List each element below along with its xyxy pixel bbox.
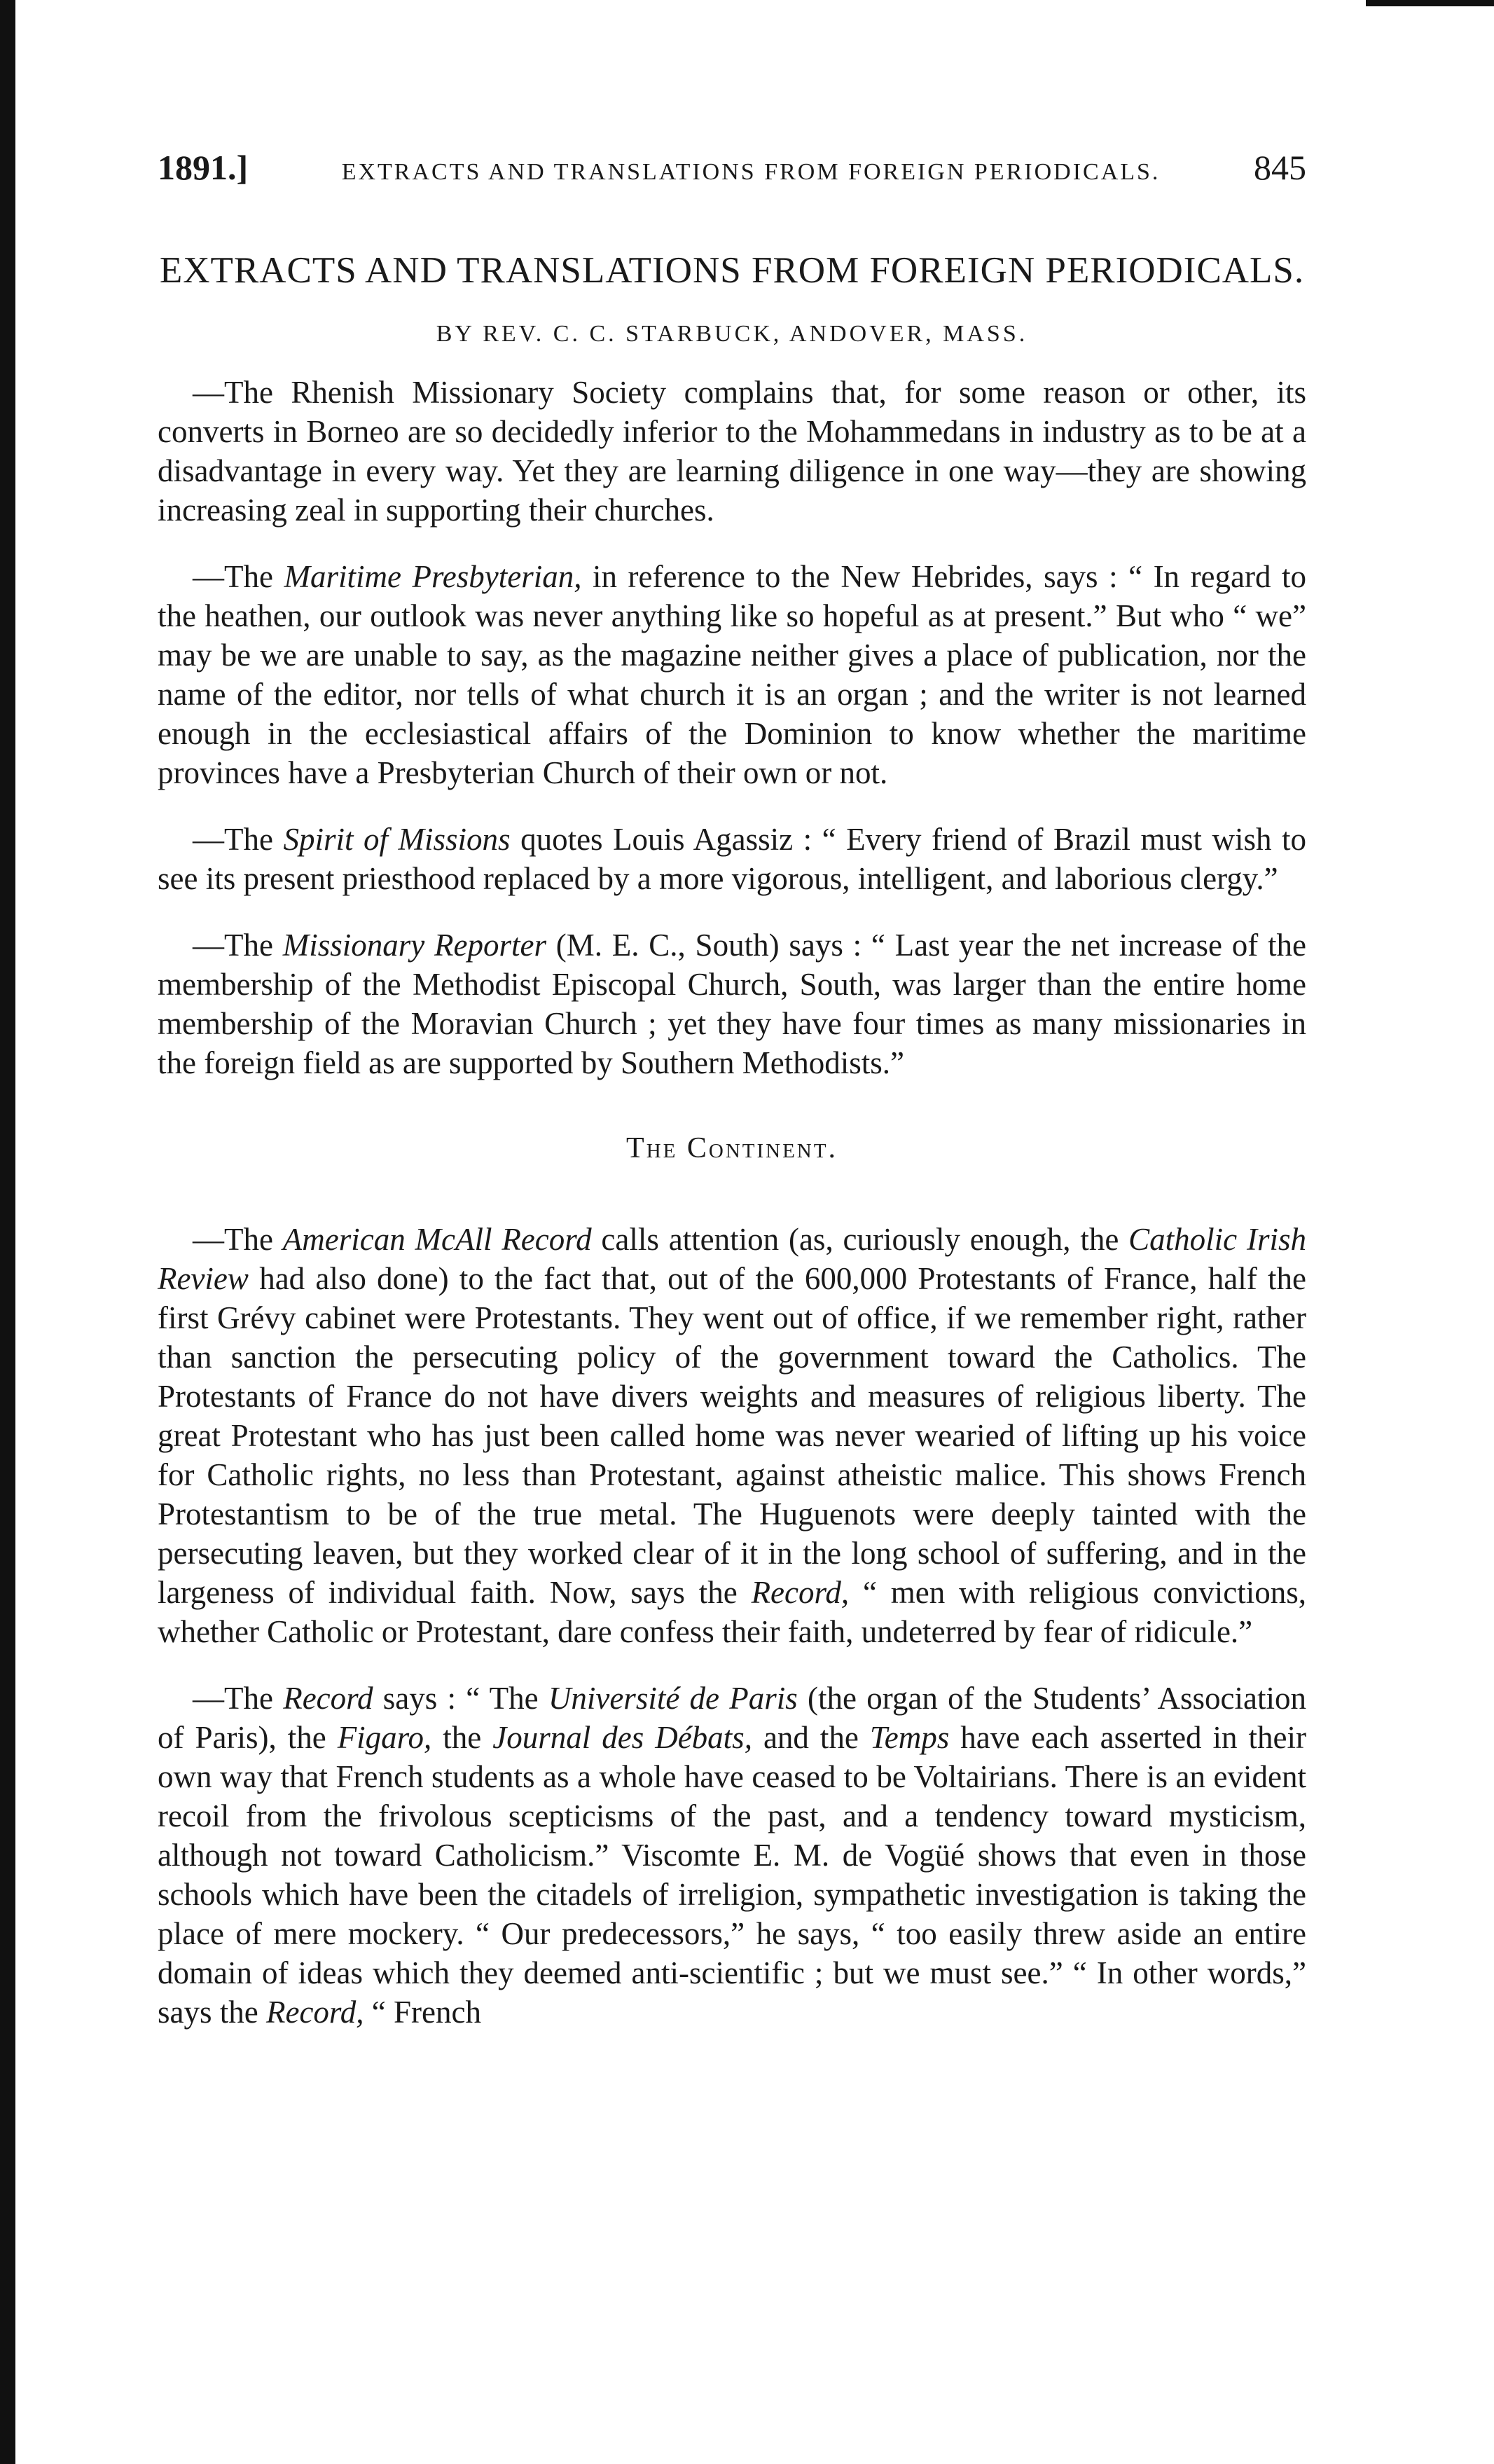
paragraph-text: “ men with religious convictions, whether Catholic or Protestant, dare confess their faith, undeterred by fear of ridicule.” bbox=[158, 1575, 1306, 1649]
paragraph-text: (M. E. C., South) says : “ Last year the net increase of the membership of the Methodist Episcopal Church, South, was larger than the entire home membership of the Moravian Church ; yet they have four times as many missionaries in the foreign field as are supported by Southern Methodists.” bbox=[158, 928, 1306, 1080]
paragraph-text: had also done) to the fact that, out of the 600,000 Protestants of France, half the first Grévy cabinet were Protestants. They went out of office, if we remember right, rather than sanction the persecuting policy of the government toward the Catholics. The Protestants of France do not have divers weights and measures of religious liberty. The great Protestant who has just been called home was never wearied of lifting up his voice for Catholic rights, no less than Protestant, against atheistic malice. This shows French Protestantism to be of the true metal. The Huguenots were deeply tainted with the persecuting leaven, but they worked clear of it in the long school of suffering, and in the largeness of individual faith. Now, says the bbox=[158, 1261, 1306, 1610]
paragraph-text: have each asserted in their own way that French students as a whole have ceased to be Voltairians. There is an evident recoil from the frivolous scepticisms of the past, and a tendency toward mysticism, although not toward Catholicism.” Viscomte E. M. de Vogüé shows that even in those schools which have been the citadels of irreligion, sympathetic investigation is taking the place of mere mockery. “ Our predecessors,” he says, “ too easily threw aside an entire domain of ideas which they deemed anti-scientific ; but we must see.” “ In other words,” says the bbox=[158, 1720, 1307, 2030]
article-title: EXTRACTS AND TRANSLATIONS FROM FOREIGN PERIODICALS. bbox=[159, 250, 1305, 291]
periodical-title: Journal des Débats, bbox=[492, 1720, 752, 1755]
paragraph-text: —The bbox=[193, 822, 284, 857]
paragraph-text: and the bbox=[752, 1720, 870, 1755]
paragraph-text: —The bbox=[193, 1681, 284, 1716]
paragraph-text: (the organ of the Students’ Association of Paris), the bbox=[158, 1681, 1306, 1755]
paragraph-maritime-presbyterian bbox=[158, 557, 1306, 792]
paragraph-mcall-record bbox=[158, 1220, 1306, 1651]
paragraph-text: —The bbox=[193, 559, 284, 594]
running-head bbox=[158, 147, 1306, 188]
paragraph-rhenish-society bbox=[158, 373, 1306, 530]
section-heading: The Continent. bbox=[626, 1132, 838, 1164]
periodical-title: Record, bbox=[751, 1575, 850, 1610]
periodical-title: Record, bbox=[265, 1995, 364, 2030]
periodical-title: Catholic Irish Review bbox=[158, 1222, 1306, 1296]
byline: BY REV. C. C. STARBUCK, ANDOVER, MASS. bbox=[436, 321, 1028, 347]
page-number: 845 bbox=[1253, 148, 1306, 187]
paragraph-text: “ French bbox=[364, 1995, 481, 2030]
paragraph-text: —The bbox=[193, 1222, 283, 1257]
periodical-title: Temps bbox=[869, 1720, 950, 1755]
running-head-title: EXTRACTS AND TRANSLATIONS FROM FOREIGN PERIODICALS. bbox=[341, 159, 1161, 185]
binding-edge bbox=[0, 0, 15, 2464]
paragraph-text: calls attention (as, curiously enough, the bbox=[591, 1222, 1129, 1257]
paragraph-spirit-of-missions bbox=[158, 820, 1306, 898]
paragraph-text: —The Rhenish Missionary Society complains that, for some reason or other, its converts in Borneo are so decidedly inferior to the Mohammedans in industry as to be at a disadvantage in every way. Yet they are learning diligence in one way—they are showing increasing zeal in supporting their churches. bbox=[158, 375, 1306, 528]
periodical-title: Spirit of Missions bbox=[283, 822, 511, 857]
paragraph-text: the bbox=[431, 1720, 493, 1755]
periodical-title: Missionary Reporter bbox=[282, 928, 546, 963]
paragraph-text: says : “ The bbox=[373, 1681, 548, 1716]
periodical-title: Maritime Presbyterian, bbox=[284, 559, 582, 594]
top-rule bbox=[1366, 0, 1494, 6]
page bbox=[158, 147, 1306, 2059]
paragraph-missionary-reporter bbox=[158, 925, 1306, 1082]
paragraph-text: quotes Louis Agassiz : “ Every friend of Brazil must wish to see its present priesthood replaced by a more vigorous, intelligent, and laborious clergy.” bbox=[158, 822, 1306, 896]
periodical-title: Record bbox=[283, 1681, 373, 1716]
paragraph-text: in reference to the New Hebrides, says : “ In regard to the heathen, our outlook was never anything like so hopeful as at present.” But who “ we” may be we are unable to say, as the magazine neither gives a place of publication, nor the name of the editor, nor tells of what church it is an organ ; and the writer is not learned enough in the ecclesiastical affairs of the Dominion to know whether the maritime provinces have a Presbyterian Church of their own or not. bbox=[158, 559, 1307, 790]
periodical-title: American McAll Record bbox=[282, 1222, 592, 1257]
paragraph-text: —The bbox=[193, 928, 283, 963]
running-head-year: 1891.] bbox=[158, 148, 249, 187]
periodical-title: Figaro, bbox=[337, 1720, 432, 1755]
periodical-title: Université de Paris bbox=[548, 1681, 798, 1716]
paragraph-record-students bbox=[158, 1679, 1306, 2032]
